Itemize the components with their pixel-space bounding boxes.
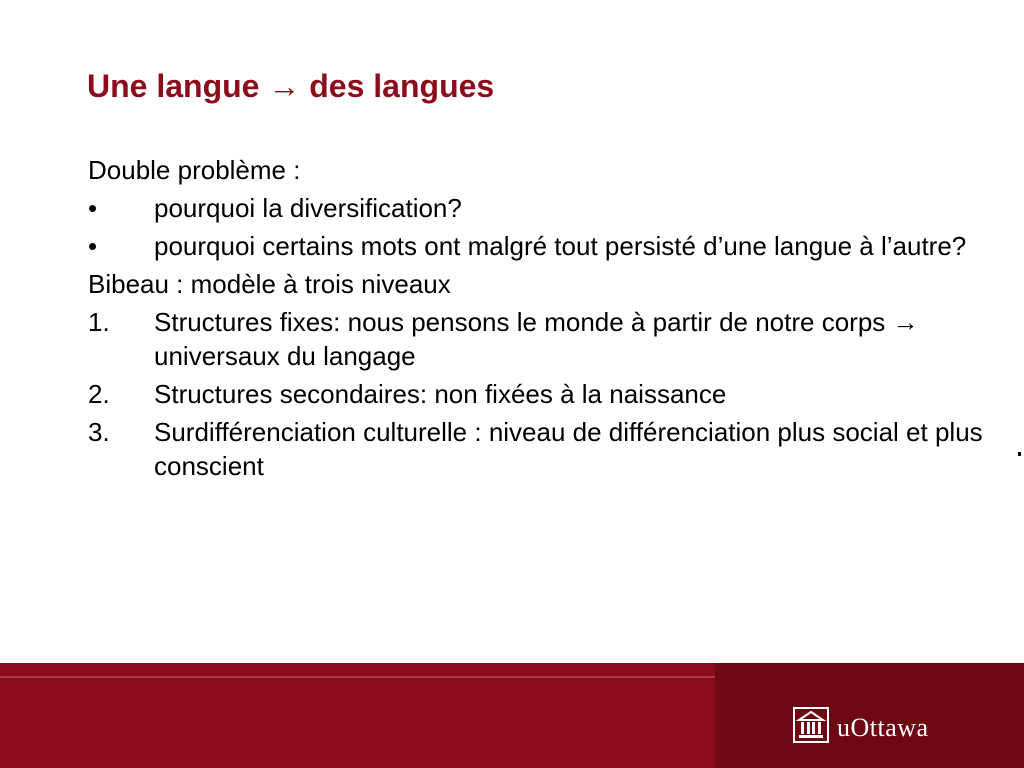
- item-text: Structures fixes: nous pensons le monde à partir de notre corps → universaux du langage: [154, 307, 919, 371]
- intro-line: Double problème :: [88, 155, 301, 185]
- bullet-text: pourquoi la diversification?: [154, 193, 462, 223]
- slide-body: [88, 153, 988, 487]
- uottawa-logo: [793, 707, 929, 748]
- logo-wordmark: uOttawa: [837, 712, 929, 742]
- numbered-item: [88, 415, 988, 483]
- numbered-item: [88, 305, 988, 373]
- section-line: Bibeau : modèle à trois niveaux: [88, 269, 451, 299]
- slide-title: Une langue → des langues: [87, 68, 495, 104]
- item-number: 3.: [88, 417, 110, 447]
- bullet-item: [88, 191, 988, 225]
- bullet-text: pourquoi certains mots ont malgré tout persisté d’une langue à l’autre?: [154, 231, 967, 261]
- bullet-marker: •: [88, 193, 98, 223]
- item-text: Structures secondaires: non fixées à la naissance: [154, 379, 727, 409]
- item-number: 1.: [88, 307, 110, 337]
- bullet-marker: •: [88, 231, 98, 261]
- numbered-item: [88, 377, 988, 411]
- item-text: Surdifférenciation culturelle : niveau de différenciation plus social et plus conscient: [154, 417, 983, 481]
- stray-mark: [1018, 452, 1021, 456]
- university-building-icon: [793, 707, 829, 748]
- item-number: 2.: [88, 379, 110, 409]
- bullet-item: [88, 229, 988, 263]
